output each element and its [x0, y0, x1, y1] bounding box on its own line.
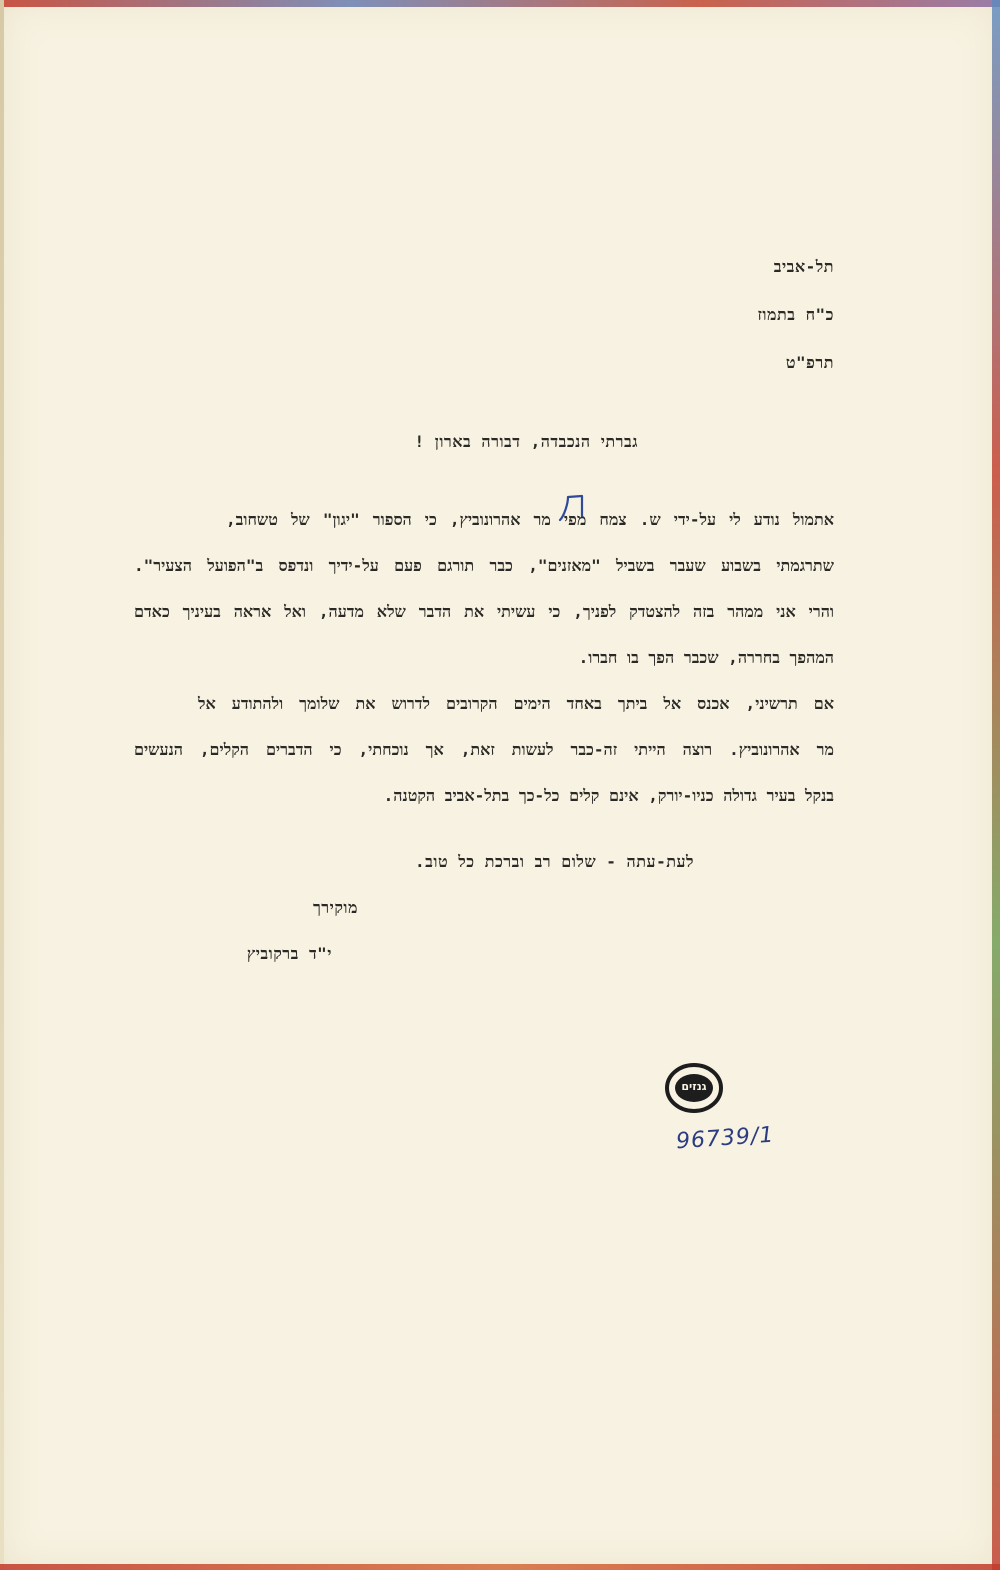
- letter-salutation: גברתי הנכבדה, דבורה בארון !: [414, 432, 638, 451]
- letter-valediction: מוקירך: [312, 898, 358, 917]
- paragraph1-line-2: שתרגמתי בשבוע שעבר בשביל "מאזנים", כבר תורגם פעם על-ידיך ונדפס ב"הפועל הצעיר".: [134, 556, 834, 575]
- paragraph2-line-2: מר אהרונוביץ. רוצה הייתי זה-כבר לעשות זאת, אך נוכחתי, כי הדברים הקלים, הנעשים: [134, 740, 834, 759]
- letter-place: תל-אביב: [773, 257, 834, 276]
- pencil-correction-mark: [558, 494, 584, 524]
- letter-date-year: תרפ"ט: [785, 353, 834, 372]
- paragraph2-line-3: בנקל בעיר גדולה כניו-יורק, אינם קלים כל-כך בתל-אביב הקטנה.: [383, 786, 834, 805]
- letter-date-day: כ"ח בתמוז: [757, 305, 834, 324]
- page-edge-right: [992, 0, 1000, 1570]
- page-edge-left: [0, 0, 4, 1570]
- paragraph2-line-1: אם תרשיני, אכנס אל ביתך באחד הימים הקרובים לדרוש את שלומך ולהתודע אל: [198, 694, 834, 713]
- letter-signature: י"ד ברקוביץ: [246, 944, 332, 963]
- paragraph1-line-1: אתמול נודע לי על-ידי ש. צמח מפי מר אהרונוביץ, כי הספור "יגון" של טשחוב,: [226, 510, 834, 529]
- archive-catalog-number: 96739/1: [675, 1122, 776, 1155]
- paragraph1-line-3: והרי אני ממהר בזה להצטדק לפניך, כי עשיתי את הדבר שלא מדעה, ואל אראה בעיניך כאדם: [134, 602, 834, 621]
- paragraph1-line-4: המהפך בחררה, שכבר הפך בו חברו.: [578, 648, 834, 667]
- archive-stamp-label: גנזים: [681, 1080, 707, 1093]
- letter-closing: לעת-עתה - שלום רב וברכת כל טוב.: [415, 852, 694, 871]
- page-edge-top: [0, 0, 1000, 7]
- page-edge-bottom: [0, 1564, 1000, 1570]
